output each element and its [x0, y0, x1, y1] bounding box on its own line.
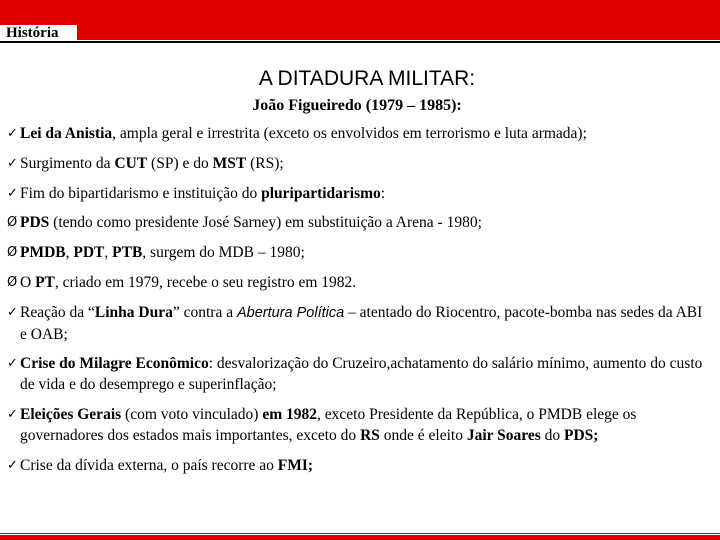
item-text: : desvalorização do Cruzeiro,achatamento do salário mínimo, aumento do custo de vida e do desemprego e superinflação; — [20, 355, 703, 393]
list-item — [7, 272, 712, 293]
check-icon: ✓ — [7, 407, 18, 422]
header-divider — [0, 41, 720, 43]
item-text: Fim do bipartidarismo e instituição do — [20, 185, 262, 202]
check-icon: ✓ — [7, 156, 18, 171]
header-tab — [0, 25, 77, 41]
item-text-bold: Linha Dura — [94, 304, 173, 321]
check-icon: ✓ — [7, 186, 18, 201]
check-icon: ✓ — [7, 458, 18, 473]
item-text-bold: PT — [35, 274, 55, 291]
list-item — [7, 302, 712, 345]
footer-band — [0, 535, 720, 540]
item-text-bold: RS — [360, 427, 380, 444]
list-item — [7, 183, 712, 204]
item-text: (tendo como presidente José Sarney) em substituição a Arena - 1980; — [49, 214, 482, 231]
list-item — [7, 455, 712, 476]
list-item — [7, 123, 712, 144]
list-item — [7, 353, 712, 395]
item-text-bold: PDT — [73, 244, 105, 261]
item-text-bold: Crise do Milagre Econômico — [20, 355, 209, 372]
item-text-bold: MST — [212, 155, 247, 172]
item-text-bold: PTB — [112, 244, 143, 261]
item-text-bold: CUT — [114, 155, 148, 172]
item-text: Reação da “ — [20, 304, 95, 321]
item-text: – atentado do Riocentro, pacote-bomba nas sedes da ABI e OAB; — [20, 304, 703, 343]
item-text-bold: em 1982 — [262, 406, 318, 423]
list-item — [7, 404, 712, 446]
item-text-bold: PDS; — [564, 427, 599, 444]
item-text-bold: PMDB — [20, 244, 66, 261]
list-item — [7, 153, 712, 174]
item-text-bold: Jair Soares — [466, 427, 541, 444]
item-text: Crise da dívida externa, o país recorre ao — [20, 457, 278, 474]
item-text-bold: FMI; — [277, 457, 314, 474]
list-item — [7, 242, 712, 263]
item-text: , — [104, 244, 113, 261]
item-text: ” contra a — [172, 304, 237, 321]
item-text: do — [540, 427, 565, 444]
item-text-bold: Eleições Gerais — [20, 406, 122, 423]
item-text: O — [20, 274, 36, 291]
item-text-bold: pluripartidarismo — [261, 185, 381, 202]
item-text: (SP) e do — [147, 155, 213, 172]
page-title: A DITADURA MILITAR: — [258, 67, 476, 90]
arrow-icon: Ø — [7, 275, 18, 290]
item-text-italic: Abertura Política — [236, 305, 345, 321]
item-text: , ampla geral e irrestrita (exceto os envolvidos em terrorismo e luta armada); — [112, 125, 587, 142]
page-subtitle: João Figueiredo (1979 – 1985): — [252, 97, 462, 114]
item-text-bold: Lei da Anistia — [20, 125, 113, 142]
item-text: , exceto Presidente da República, o PMDB elege os governadores dos estados mais importantes, exceto do — [20, 406, 637, 444]
check-icon: ✓ — [7, 356, 18, 371]
item-text: Surgimento da — [20, 155, 115, 172]
item-text: (RS); — [246, 155, 284, 172]
item-text: (com voto vinculado) — [121, 406, 263, 423]
check-icon: ✓ — [7, 126, 18, 141]
arrow-icon: Ø — [7, 245, 18, 260]
item-text: , surgem do MDB – 1980; — [142, 244, 305, 261]
header-tab-label: História — [6, 25, 59, 41]
item-text: onde é eleito — [379, 427, 467, 444]
bullet-list — [7, 123, 712, 474]
item-text-bold: PDS — [20, 214, 50, 231]
footer-rule — [0, 533, 720, 534]
check-icon: ✓ — [7, 305, 18, 320]
arrow-icon: Ø — [7, 215, 18, 230]
list-item — [7, 212, 712, 233]
header-band — [0, 0, 720, 41]
item-text: , criado em 1979, recebe o seu registro em 1982. — [54, 274, 357, 291]
item-text: , — [65, 244, 74, 261]
item-text: : — [380, 185, 386, 202]
